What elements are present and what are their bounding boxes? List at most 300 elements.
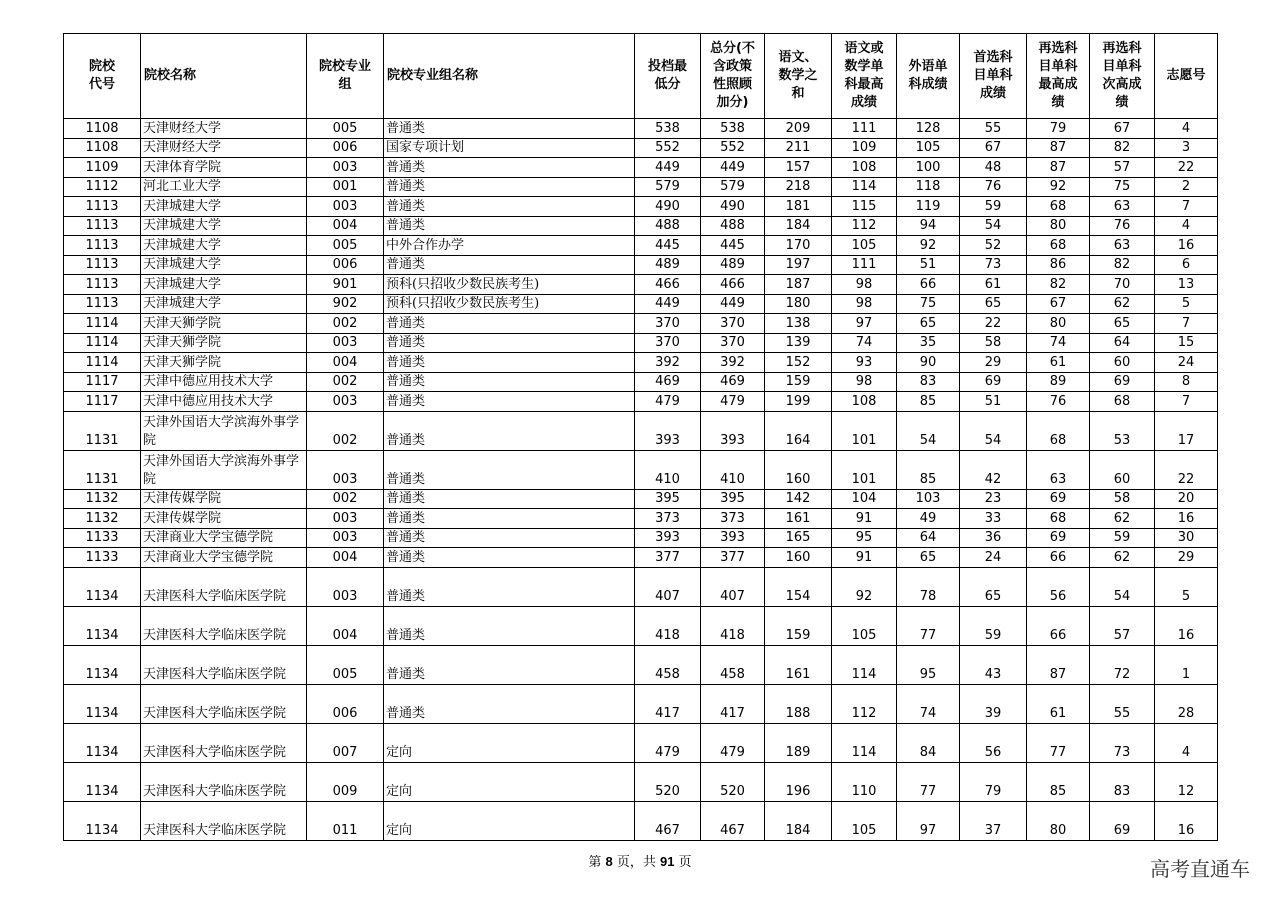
- footer-suffix: 页: [674, 855, 692, 870]
- cell-first-subject: 56: [960, 723, 1027, 762]
- cell-group-code: 006: [307, 255, 384, 275]
- cell-group-name: 普通类: [384, 333, 635, 353]
- cell-group-name: 中外合作办学: [384, 236, 635, 256]
- cell-school-name: 天津天狮学院: [141, 333, 307, 353]
- table-row: [64, 509, 1218, 529]
- cell-min-score: 458: [635, 645, 701, 684]
- cell-reselect-second: 54: [1090, 567, 1155, 606]
- admission-score-table: [63, 33, 1218, 841]
- cell-min-score: 466: [635, 275, 701, 295]
- cell-group-code: 002: [307, 314, 384, 334]
- table-row: [64, 392, 1218, 412]
- cell-group-code: 009: [307, 762, 384, 801]
- cell-first-subject: 54: [960, 216, 1027, 236]
- cell-foreign-language: 103: [897, 489, 960, 509]
- cell-choice-number: 1: [1155, 645, 1218, 684]
- cell-first-subject: 59: [960, 197, 1027, 217]
- cell-school-name: 天津中德应用技术大学: [141, 372, 307, 392]
- cell-reselect-second: 63: [1090, 197, 1155, 217]
- table-row: [64, 314, 1218, 334]
- header-total-score: 总分(不 含政策 性照顾 加分): [701, 34, 765, 119]
- cell-reselect-second: 75: [1090, 177, 1155, 197]
- cell-school-name: 天津城建大学: [141, 255, 307, 275]
- cell-group-code: 003: [307, 567, 384, 606]
- header-group-name: 院校专业组名称: [384, 34, 635, 119]
- cell-school-name: 天津城建大学: [141, 275, 307, 295]
- cell-reselect-max: 92: [1027, 177, 1090, 197]
- cell-foreign-language: 97: [897, 801, 960, 840]
- cell-chinese-math-max: 98: [832, 294, 897, 314]
- cell-first-subject: 79: [960, 762, 1027, 801]
- cell-school-code: 1117: [64, 392, 141, 412]
- cell-group-code: 005: [307, 119, 384, 139]
- cell-group-name: 普通类: [384, 509, 635, 529]
- cell-total-score: 458: [701, 645, 765, 684]
- cell-first-subject: 76: [960, 177, 1027, 197]
- cell-reselect-max: 63: [1027, 450, 1090, 489]
- cell-total-score: 488: [701, 216, 765, 236]
- cell-group-name: 预科(只招收少数民族考生): [384, 275, 635, 295]
- cell-group-name: 普通类: [384, 606, 635, 645]
- cell-first-subject: 43: [960, 645, 1027, 684]
- cell-school-name: 河北工业大学: [141, 177, 307, 197]
- cell-school-code: 1114: [64, 333, 141, 353]
- cell-school-code: 1114: [64, 314, 141, 334]
- cell-min-score: 467: [635, 801, 701, 840]
- cell-school-name: 天津天狮学院: [141, 314, 307, 334]
- cell-choice-number: 12: [1155, 762, 1218, 801]
- cell-chinese-math-max: 112: [832, 684, 897, 723]
- table-row: [64, 606, 1218, 645]
- cell-choice-number: 7: [1155, 314, 1218, 334]
- header-chinese-math-max: 语文或 数学单 科最高 成绩: [832, 34, 897, 119]
- cell-first-subject: 22: [960, 314, 1027, 334]
- cell-reselect-max: 79: [1027, 119, 1090, 139]
- cell-school-name: 天津城建大学: [141, 197, 307, 217]
- table-row: [64, 645, 1218, 684]
- cell-min-score: 393: [635, 528, 701, 548]
- cell-chinese-math-sum: 152: [765, 353, 832, 373]
- cell-chinese-math-max: 105: [832, 236, 897, 256]
- page-total: 91: [660, 854, 675, 869]
- cell-school-name: 天津医科大学临床医学院: [141, 645, 307, 684]
- cell-chinese-math-max: 91: [832, 509, 897, 529]
- cell-total-score: 479: [701, 723, 765, 762]
- cell-chinese-math-max: 109: [832, 138, 897, 158]
- cell-total-score: 393: [701, 411, 765, 450]
- cell-reselect-max: 56: [1027, 567, 1090, 606]
- table-row: [64, 548, 1218, 568]
- cell-school-code: 1131: [64, 450, 141, 489]
- cell-group-code: 003: [307, 509, 384, 529]
- cell-group-name: 普通类: [384, 489, 635, 509]
- cell-min-score: 538: [635, 119, 701, 139]
- table-row: [64, 489, 1218, 509]
- cell-chinese-math-sum: 187: [765, 275, 832, 295]
- cell-school-code: 1113: [64, 294, 141, 314]
- cell-group-code: 002: [307, 489, 384, 509]
- cell-reselect-second: 82: [1090, 138, 1155, 158]
- cell-min-score: 449: [635, 294, 701, 314]
- cell-first-subject: 33: [960, 509, 1027, 529]
- cell-chinese-math-sum: 159: [765, 606, 832, 645]
- cell-school-code: 1132: [64, 509, 141, 529]
- cell-min-score: 410: [635, 450, 701, 489]
- cell-chinese-math-max: 112: [832, 216, 897, 236]
- table-row: [64, 801, 1218, 840]
- cell-min-score: 373: [635, 509, 701, 529]
- cell-group-code: 005: [307, 645, 384, 684]
- table-row: [64, 216, 1218, 236]
- header-chinese-math-sum: 语文、 数学之 和: [765, 34, 832, 119]
- cell-choice-number: 28: [1155, 684, 1218, 723]
- cell-choice-number: 30: [1155, 528, 1218, 548]
- cell-chinese-math-sum: 170: [765, 236, 832, 256]
- cell-foreign-language: 78: [897, 567, 960, 606]
- table-header: [64, 34, 1218, 119]
- cell-min-score: 417: [635, 684, 701, 723]
- cell-first-subject: 55: [960, 119, 1027, 139]
- cell-first-subject: 73: [960, 255, 1027, 275]
- cell-total-score: 393: [701, 528, 765, 548]
- cell-group-name: 定向: [384, 801, 635, 840]
- cell-first-subject: 37: [960, 801, 1027, 840]
- cell-foreign-language: 83: [897, 372, 960, 392]
- table-row: [64, 275, 1218, 295]
- cell-school-code: 1134: [64, 762, 141, 801]
- cell-min-score: 520: [635, 762, 701, 801]
- cell-first-subject: 42: [960, 450, 1027, 489]
- cell-group-name: 国家专项计划: [384, 138, 635, 158]
- cell-chinese-math-max: 97: [832, 314, 897, 334]
- cell-reselect-max: 66: [1027, 606, 1090, 645]
- cell-school-code: 1113: [64, 255, 141, 275]
- cell-school-name: 天津财经大学: [141, 119, 307, 139]
- cell-group-code: 005: [307, 236, 384, 256]
- cell-first-subject: 23: [960, 489, 1027, 509]
- cell-reselect-max: 87: [1027, 645, 1090, 684]
- cell-reselect-second: 65: [1090, 314, 1155, 334]
- cell-chinese-math-sum: 189: [765, 723, 832, 762]
- cell-chinese-math-max: 115: [832, 197, 897, 217]
- cell-chinese-math-max: 104: [832, 489, 897, 509]
- cell-chinese-math-max: 101: [832, 450, 897, 489]
- cell-min-score: 479: [635, 723, 701, 762]
- cell-min-score: 370: [635, 314, 701, 334]
- cell-choice-number: 3: [1155, 138, 1218, 158]
- cell-school-name: 天津医科大学临床医学院: [141, 606, 307, 645]
- cell-chinese-math-max: 114: [832, 723, 897, 762]
- table-body: [64, 119, 1218, 841]
- cell-group-code: 006: [307, 138, 384, 158]
- cell-choice-number: 16: [1155, 509, 1218, 529]
- cell-school-name: 天津传媒学院: [141, 489, 307, 509]
- cell-chinese-math-sum: 138: [765, 314, 832, 334]
- cell-school-code: 1112: [64, 177, 141, 197]
- cell-reselect-max: 87: [1027, 138, 1090, 158]
- cell-min-score: 489: [635, 255, 701, 275]
- cell-group-code: 003: [307, 333, 384, 353]
- cell-group-code: 003: [307, 197, 384, 217]
- cell-school-code: 1108: [64, 138, 141, 158]
- cell-reselect-second: 57: [1090, 158, 1155, 178]
- cell-min-score: 377: [635, 548, 701, 568]
- cell-choice-number: 16: [1155, 236, 1218, 256]
- cell-chinese-math-max: 74: [832, 333, 897, 353]
- cell-chinese-math-max: 111: [832, 119, 897, 139]
- header-school-name: 院校名称: [141, 34, 307, 119]
- cell-reselect-max: 69: [1027, 528, 1090, 548]
- cell-reselect-second: 57: [1090, 606, 1155, 645]
- cell-group-name: 定向: [384, 762, 635, 801]
- footer-middle: 页，共: [612, 855, 661, 870]
- cell-total-score: 373: [701, 509, 765, 529]
- cell-school-code: 1134: [64, 801, 141, 840]
- cell-chinese-math-sum: 160: [765, 548, 832, 568]
- cell-chinese-math-sum: 196: [765, 762, 832, 801]
- cell-school-code: 1134: [64, 684, 141, 723]
- table-row: [64, 177, 1218, 197]
- cell-group-name: 普通类: [384, 158, 635, 178]
- cell-total-score: 538: [701, 119, 765, 139]
- cell-reselect-max: 77: [1027, 723, 1090, 762]
- cell-first-subject: 67: [960, 138, 1027, 158]
- cell-first-subject: 58: [960, 333, 1027, 353]
- cell-group-code: 007: [307, 723, 384, 762]
- cell-first-subject: 36: [960, 528, 1027, 548]
- table-row: [64, 197, 1218, 217]
- cell-school-code: 1117: [64, 372, 141, 392]
- cell-school-name: 天津城建大学: [141, 294, 307, 314]
- cell-reselect-max: 80: [1027, 216, 1090, 236]
- cell-chinese-math-sum: 184: [765, 216, 832, 236]
- cell-group-name: 普通类: [384, 450, 635, 489]
- cell-foreign-language: 51: [897, 255, 960, 275]
- cell-total-score: 407: [701, 567, 765, 606]
- cell-total-score: 489: [701, 255, 765, 275]
- cell-reselect-max: 76: [1027, 392, 1090, 412]
- cell-chinese-math-max: 111: [832, 255, 897, 275]
- cell-school-code: 1134: [64, 723, 141, 762]
- cell-group-name: 普通类: [384, 645, 635, 684]
- cell-first-subject: 65: [960, 294, 1027, 314]
- cell-total-score: 370: [701, 333, 765, 353]
- cell-min-score: 579: [635, 177, 701, 197]
- cell-reselect-second: 64: [1090, 333, 1155, 353]
- cell-school-code: 1108: [64, 119, 141, 139]
- header-school-code: 院校 代号: [64, 34, 141, 119]
- cell-group-name: 普通类: [384, 392, 635, 412]
- cell-reselect-max: 69: [1027, 489, 1090, 509]
- cell-group-code: 902: [307, 294, 384, 314]
- cell-choice-number: 29: [1155, 548, 1218, 568]
- header-reselect-max: 再选科 目单科 最高成 绩: [1027, 34, 1090, 119]
- table-row: [64, 353, 1218, 373]
- cell-group-name: 普通类: [384, 255, 635, 275]
- cell-chinese-math-max: 98: [832, 275, 897, 295]
- cell-reselect-second: 72: [1090, 645, 1155, 684]
- cell-group-code: 003: [307, 392, 384, 412]
- cell-group-code: 004: [307, 548, 384, 568]
- cell-chinese-math-sum: 164: [765, 411, 832, 450]
- watermark: 高考直通车: [1150, 857, 1250, 881]
- cell-school-code: 1113: [64, 216, 141, 236]
- cell-group-code: 002: [307, 372, 384, 392]
- cell-chinese-math-sum: 161: [765, 645, 832, 684]
- cell-school-name: 天津传媒学院: [141, 509, 307, 529]
- cell-total-score: 417: [701, 684, 765, 723]
- cell-school-code: 1133: [64, 528, 141, 548]
- cell-school-code: 1114: [64, 353, 141, 373]
- cell-choice-number: 5: [1155, 294, 1218, 314]
- cell-group-name: 普通类: [384, 353, 635, 373]
- page-footer: [0, 851, 1280, 870]
- cell-reselect-max: 85: [1027, 762, 1090, 801]
- cell-total-score: 395: [701, 489, 765, 509]
- cell-chinese-math-sum: 154: [765, 567, 832, 606]
- cell-chinese-math-sum: 139: [765, 333, 832, 353]
- cell-chinese-math-sum: 142: [765, 489, 832, 509]
- cell-total-score: 392: [701, 353, 765, 373]
- cell-chinese-math-sum: 161: [765, 509, 832, 529]
- cell-min-score: 490: [635, 197, 701, 217]
- cell-reselect-max: 66: [1027, 548, 1090, 568]
- cell-school-code: 1132: [64, 489, 141, 509]
- cell-choice-number: 20: [1155, 489, 1218, 509]
- cell-chinese-math-sum: 181: [765, 197, 832, 217]
- cell-group-code: 004: [307, 353, 384, 373]
- cell-group-code: 004: [307, 216, 384, 236]
- cell-chinese-math-max: 105: [832, 606, 897, 645]
- cell-school-name: 天津医科大学临床医学院: [141, 762, 307, 801]
- cell-min-score: 393: [635, 411, 701, 450]
- cell-group-code: 901: [307, 275, 384, 295]
- cell-foreign-language: 64: [897, 528, 960, 548]
- cell-choice-number: 7: [1155, 197, 1218, 217]
- cell-foreign-language: 100: [897, 158, 960, 178]
- cell-foreign-language: 85: [897, 392, 960, 412]
- cell-chinese-math-sum: 197: [765, 255, 832, 275]
- cell-chinese-math-max: 93: [832, 353, 897, 373]
- table-row: [64, 411, 1218, 450]
- cell-min-score: 407: [635, 567, 701, 606]
- cell-total-score: 449: [701, 158, 765, 178]
- cell-first-subject: 61: [960, 275, 1027, 295]
- cell-chinese-math-max: 98: [832, 372, 897, 392]
- cell-group-name: 普通类: [384, 684, 635, 723]
- cell-foreign-language: 74: [897, 684, 960, 723]
- cell-min-score: 488: [635, 216, 701, 236]
- cell-min-score: 449: [635, 158, 701, 178]
- cell-total-score: 552: [701, 138, 765, 158]
- cell-school-name: 天津城建大学: [141, 236, 307, 256]
- cell-group-name: 普通类: [384, 411, 635, 450]
- cell-foreign-language: 85: [897, 450, 960, 489]
- cell-group-name: 普通类: [384, 314, 635, 334]
- cell-reselect-max: 67: [1027, 294, 1090, 314]
- cell-group-code: 002: [307, 411, 384, 450]
- cell-reselect-second: 69: [1090, 372, 1155, 392]
- cell-school-code: 1113: [64, 197, 141, 217]
- cell-choice-number: 15: [1155, 333, 1218, 353]
- cell-chinese-math-sum: 157: [765, 158, 832, 178]
- cell-choice-number: 2: [1155, 177, 1218, 197]
- cell-min-score: 418: [635, 606, 701, 645]
- cell-school-code: 1134: [64, 645, 141, 684]
- cell-school-name: 天津体育学院: [141, 158, 307, 178]
- cell-school-name: 天津医科大学临床医学院: [141, 567, 307, 606]
- cell-choice-number: 4: [1155, 216, 1218, 236]
- cell-school-code: 1113: [64, 236, 141, 256]
- cell-group-code: 003: [307, 158, 384, 178]
- header-min-score: 投档最 低分: [635, 34, 701, 119]
- cell-first-subject: 59: [960, 606, 1027, 645]
- cell-foreign-language: 84: [897, 723, 960, 762]
- cell-reselect-max: 68: [1027, 197, 1090, 217]
- cell-reselect-second: 68: [1090, 392, 1155, 412]
- page-number: 8: [605, 854, 613, 869]
- cell-total-score: 490: [701, 197, 765, 217]
- cell-reselect-second: 76: [1090, 216, 1155, 236]
- cell-chinese-math-sum: 209: [765, 119, 832, 139]
- cell-first-subject: 39: [960, 684, 1027, 723]
- cell-first-subject: 69: [960, 372, 1027, 392]
- cell-total-score: 418: [701, 606, 765, 645]
- cell-group-name: 普通类: [384, 548, 635, 568]
- cell-chinese-math-max: 108: [832, 392, 897, 412]
- cell-foreign-language: 92: [897, 236, 960, 256]
- cell-choice-number: 4: [1155, 119, 1218, 139]
- cell-group-name: 普通类: [384, 216, 635, 236]
- cell-chinese-math-max: 105: [832, 801, 897, 840]
- cell-reselect-max: 61: [1027, 684, 1090, 723]
- cell-group-name: 普通类: [384, 177, 635, 197]
- table-row: [64, 684, 1218, 723]
- table-row: [64, 255, 1218, 275]
- cell-chinese-math-sum: 199: [765, 392, 832, 412]
- cell-foreign-language: 66: [897, 275, 960, 295]
- cell-total-score: 469: [701, 372, 765, 392]
- cell-reselect-second: 62: [1090, 294, 1155, 314]
- cell-min-score: 395: [635, 489, 701, 509]
- cell-reselect-max: 89: [1027, 372, 1090, 392]
- table-row: [64, 528, 1218, 548]
- cell-first-subject: 48: [960, 158, 1027, 178]
- cell-first-subject: 29: [960, 353, 1027, 373]
- cell-chinese-math-sum: 165: [765, 528, 832, 548]
- cell-school-name: 天津财经大学: [141, 138, 307, 158]
- cell-foreign-language: 65: [897, 314, 960, 334]
- cell-school-name: 天津医科大学临床医学院: [141, 801, 307, 840]
- cell-school-name: 天津外国语大学滨海外事学院: [141, 411, 307, 450]
- cell-chinese-math-max: 108: [832, 158, 897, 178]
- header-choice-number: 志愿号: [1155, 34, 1218, 119]
- cell-reselect-second: 73: [1090, 723, 1155, 762]
- cell-reselect-second: 58: [1090, 489, 1155, 509]
- cell-foreign-language: 65: [897, 548, 960, 568]
- cell-chinese-math-sum: 160: [765, 450, 832, 489]
- header-group-code: 院校专业 组: [307, 34, 384, 119]
- cell-school-name: 天津外国语大学滨海外事学院: [141, 450, 307, 489]
- cell-min-score: 469: [635, 372, 701, 392]
- cell-group-code: 011: [307, 801, 384, 840]
- cell-school-code: 1134: [64, 606, 141, 645]
- cell-first-subject: 65: [960, 567, 1027, 606]
- table-row: [64, 450, 1218, 489]
- cell-choice-number: 16: [1155, 801, 1218, 840]
- cell-total-score: 520: [701, 762, 765, 801]
- cell-school-name: 天津天狮学院: [141, 353, 307, 373]
